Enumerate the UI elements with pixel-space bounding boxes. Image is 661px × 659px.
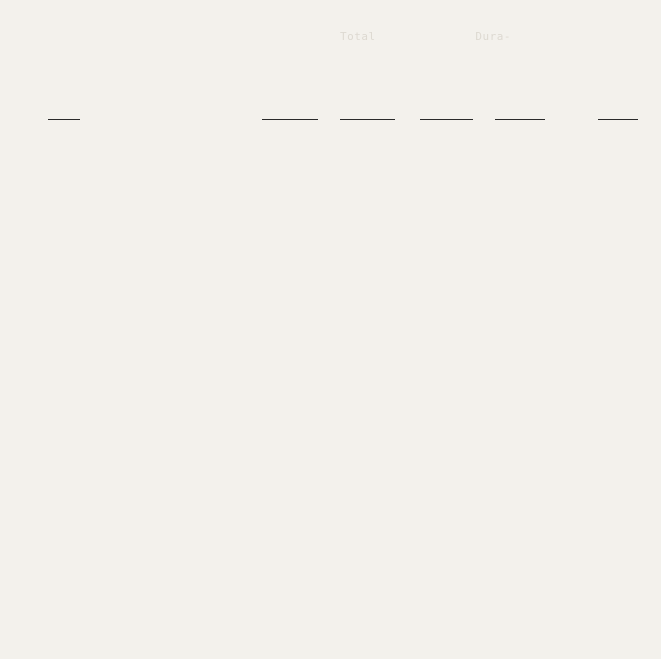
- bleed-through-decoration: Total Dura-: [340, 30, 511, 43]
- rule-firm: [48, 119, 80, 120]
- header-total-duties: [240, 88, 318, 90]
- rule-percent: [340, 119, 395, 120]
- rule-cumulative: [420, 119, 473, 120]
- rule-years: [495, 119, 545, 120]
- rule-duration: [598, 119, 638, 120]
- rule-duties: [262, 119, 318, 120]
